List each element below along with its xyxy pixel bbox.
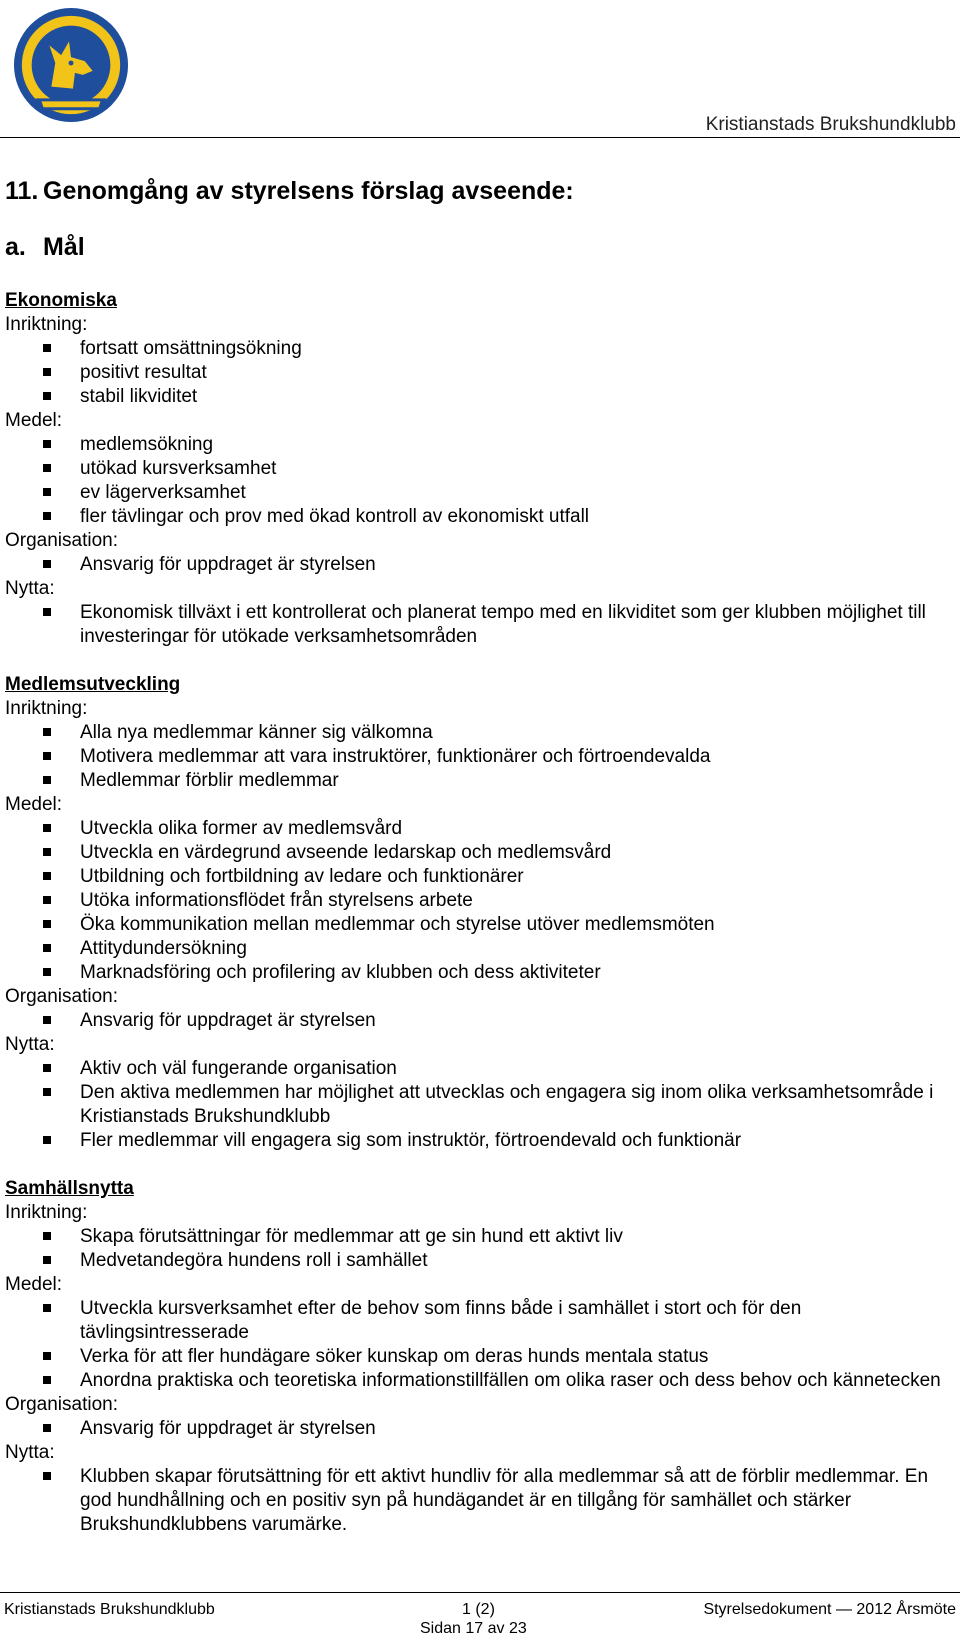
bullet-item: positivt resultat: [5, 361, 950, 385]
bullet-item: Ansvarig för uppdraget är styrelsen: [5, 553, 950, 577]
group-label: Organisation:: [5, 1394, 119, 1415]
bullet-list: [5, 1297, 950, 1393]
subheading-letter: a.: [5, 233, 26, 261]
page-header: [0, 0, 960, 135]
footer-organization: Kristianstads Brukshundklubb: [4, 1601, 215, 1618]
section-title: Medlemsutveckling: [5, 674, 181, 695]
group-label: Organisation:: [5, 530, 119, 551]
bullet-item: Verka för att fler hundägare söker kunskap om deras hunds mentala status: [5, 1345, 950, 1369]
bullet-item: Fler medlemmar vill engagera sig som instruktör, förtroendevald och funktionär: [5, 1129, 950, 1153]
bullet-item: Utöka informationsflödet från styrelsens arbete: [5, 889, 950, 913]
bullet-item: Öka kommunikation mellan medlemmar och styrelse utöver medlemsmöten: [5, 913, 950, 937]
bullet-list: [5, 1057, 950, 1153]
bullet-item: medlemsökning: [5, 433, 950, 457]
header-organization: Kristianstads Brukshundklubb: [705, 114, 956, 135]
bullet-item: Attitydundersökning: [5, 937, 950, 961]
bullet-item: Ansvarig för uppdraget är styrelsen: [5, 1417, 950, 1441]
bullet-item: stabil likviditet: [5, 385, 950, 409]
bullet-item: Medvetandegöra hundens roll i samhället: [5, 1249, 950, 1273]
bullet-list: [5, 433, 950, 529]
heading-number: 11.: [5, 177, 39, 205]
bullet-list: [5, 721, 950, 793]
bullet-item: ev lägerverksamhet: [5, 481, 950, 505]
bullet-item: Ansvarig för uppdraget är styrelsen: [5, 1009, 950, 1033]
bullet-list: [5, 337, 950, 409]
group-label: Medel:: [5, 794, 63, 815]
bullet-item: Utveckla en värdegrund avseende ledarskap och medlemsvård: [5, 841, 950, 865]
bullet-item: fortsatt omsättningsökning: [5, 337, 950, 361]
bullet-item: Skapa förutsättningar för medlemmar att ge sin hund ett aktivt liv: [5, 1225, 950, 1249]
section-title: Samhällsnytta: [5, 1178, 134, 1199]
section-title: Ekonomiska: [5, 290, 117, 311]
group-label: Medel:: [5, 1274, 63, 1295]
subheading-text: Mål: [43, 233, 85, 261]
goal-section: [5, 673, 950, 1153]
header-divider: [0, 137, 960, 138]
bullet-item: Marknadsföring och profilering av klubben och dess aktiviteter: [5, 961, 950, 985]
bullet-list: [5, 1417, 950, 1441]
group-label: Nytta:: [5, 578, 55, 599]
bullet-item: Motivera medlemmar att vara instruktörer, funktionärer och förtroendevalda: [5, 745, 950, 769]
document-body: [5, 289, 950, 1537]
group-label: Nytta:: [5, 1034, 55, 1055]
bullet-item: fler tävlingar och prov med ökad kontroll av ekonomiskt utfall: [5, 505, 950, 529]
bullet-item: Medlemmar förblir medlemmar: [5, 769, 950, 793]
footer-divider: [0, 1592, 960, 1593]
group-label: Medel:: [5, 410, 63, 431]
bullet-item: Aktiv och väl fungerande organisation: [5, 1057, 950, 1081]
bullet-list: [5, 553, 950, 577]
section-heading: [5, 177, 574, 206]
bullet-item: Anordna praktiska och teoretiska informationstillfällen om olika raser och dess behov och kännetecken: [5, 1369, 950, 1393]
bullet-item: Utveckla kursverksamhet efter de behov som finns både i samhället i stort och för den tävlingsintresserade: [5, 1297, 950, 1345]
bullet-list: [5, 1009, 950, 1033]
group-label: Inriktning:: [5, 1202, 88, 1223]
group-label: Inriktning:: [5, 698, 88, 719]
goal-section: [5, 289, 950, 649]
bullet-list: [5, 817, 950, 985]
bullet-item: Den aktiva medlemmen har möjlighet att utvecklas och engagera sig inom olika verksamhetsområde i Kristianstads Brukshundklubb: [5, 1081, 950, 1129]
footer-document-title: Styrelsedokument — 2012 Årsmöte: [703, 1601, 956, 1618]
club-logo: [12, 6, 130, 124]
bullet-item: Klubben skapar förutsättning för ett aktivt hundliv för alla medlemmar så att de förblir medlemmar. En god hundhållning och en positiv syn på hundägandet är en tillgång för samhället och stärker Brukshundklubbens varumärke.: [5, 1465, 950, 1537]
bullet-list: [5, 1465, 950, 1537]
bullet-list: [5, 1225, 950, 1273]
group-label: Nytta:: [5, 1442, 55, 1463]
goal-section: [5, 1177, 950, 1537]
bullet-item: utökad kursverksamhet: [5, 457, 950, 481]
bullet-item: Utveckla olika former av medlemsvård: [5, 817, 950, 841]
footer-page-count: 1 (2): [462, 1601, 495, 1618]
bullet-item: Alla nya medlemmar känner sig välkomna: [5, 721, 950, 745]
footer-page-number: Sidan 17 av 23: [420, 1620, 527, 1637]
bullet-item: Ekonomisk tillväxt i ett kontrollerat och planerat tempo med en likviditet som ger klubben möjlighet till investeringar för utökade verksamhetsområden: [5, 601, 950, 649]
group-label: Organisation:: [5, 986, 119, 1007]
bullet-item: Utbildning och fortbildning av ledare och funktionärer: [5, 865, 950, 889]
bullet-list: [5, 601, 950, 649]
group-label: Inriktning:: [5, 314, 88, 335]
subheading: [5, 233, 85, 262]
heading-text: Genomgång av styrelsens förslag avseende:: [43, 177, 574, 205]
